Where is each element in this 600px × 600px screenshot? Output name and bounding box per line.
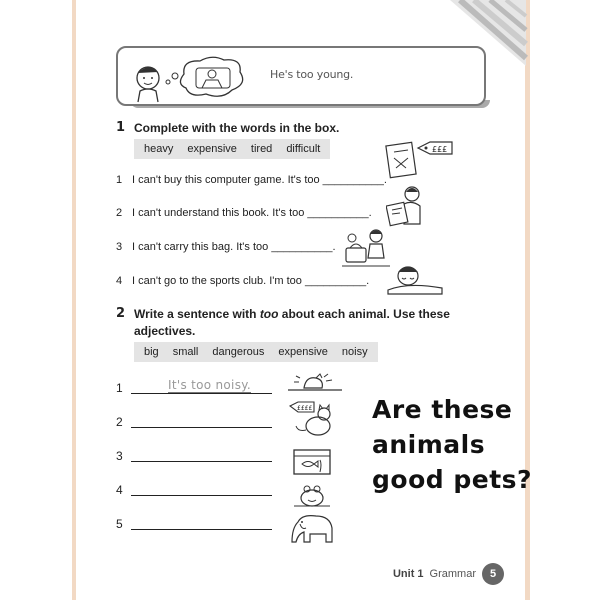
computer-game-illustration [384, 138, 456, 180]
big-question-line-2: animals [372, 430, 486, 459]
instruction-keyword: too [259, 307, 279, 321]
answer-line-number: 1 [116, 381, 123, 395]
boy-reading-book-illustration [386, 184, 426, 232]
word-box-item: big [144, 346, 159, 358]
boy-thinking-illustration [126, 54, 266, 104]
big-question-line-1: Are these [372, 395, 513, 424]
exercise-1-number: 1 [116, 120, 126, 135]
word-box-item: heavy [144, 143, 174, 155]
sentence-number: 2 [116, 207, 123, 219]
word-box-item: expensive [278, 346, 328, 358]
answer-line-number: 3 [116, 449, 123, 463]
instruction-text-end: about each animal. Use these adjectives. [134, 307, 450, 338]
page-footer [393, 563, 504, 585]
word-box-item: small [172, 346, 199, 358]
example-handwritten-answer: It's too noisy. [168, 378, 252, 392]
example-box [116, 46, 486, 106]
example-answer: He's too young. [270, 68, 354, 81]
word-box-item: noisy [341, 346, 368, 358]
exercise-2-instruction [134, 306, 454, 340]
price-tag-text: £££ [432, 145, 448, 154]
answer-line-1[interactable] [131, 393, 272, 394]
word-box-item: difficult [286, 143, 321, 155]
footer-unit: Unit 1 [392, 568, 424, 580]
answer-line-number: 2 [116, 415, 123, 429]
frog-illustration [292, 478, 332, 510]
exercise-1-sentence-3 [116, 241, 336, 253]
answer-line-2[interactable] [131, 427, 272, 428]
sentence-text: I can't go to the sports club. I'm too __________. [132, 275, 370, 287]
sentence-number: 3 [116, 241, 123, 253]
sentence-text: I can't buy this computer game. It's too __________. [132, 174, 387, 186]
exercise-1-word-box [134, 139, 330, 159]
instruction-text-start: Write a sentence with [134, 307, 260, 321]
exercise-2-word-box [134, 342, 378, 362]
answer-line-4[interactable] [131, 495, 272, 496]
exercise-1-sentence-1 [116, 174, 387, 186]
elephant-illustration [288, 512, 338, 546]
sentence-number: 4 [116, 275, 123, 287]
exercise-2-number: 2 [116, 306, 126, 321]
kitten-with-price-tag-illustration [288, 400, 338, 440]
price-tag-text: ££££ [297, 405, 313, 412]
answer-line-3[interactable] [131, 461, 272, 462]
sentence-text: I can't understand this book. It's too __________. [132, 207, 372, 219]
answer-line-number: 4 [116, 483, 123, 497]
answer-line-5[interactable] [131, 529, 272, 530]
exercise-1-sentence-2 [116, 207, 372, 219]
exercise-1-instruction: Complete with the words in the box. [134, 121, 340, 135]
big-question [372, 392, 532, 497]
big-question-line-3: good pets? [372, 465, 533, 494]
exercise-1-sentence-4 [116, 275, 369, 287]
parrot-illustration [284, 370, 346, 396]
sentence-text: I can't carry this bag. It's too __________. [132, 241, 336, 253]
fish-tank-illustration [290, 444, 336, 478]
sentence-number: 1 [116, 174, 123, 186]
tired-boy-illustration [384, 262, 446, 296]
word-box-item: tired [250, 143, 273, 155]
answer-line-number: 5 [116, 517, 123, 531]
word-box-item: dangerous [212, 346, 265, 358]
word-box-item: expensive [187, 143, 237, 155]
page-number: 5 [482, 563, 504, 585]
footer-section: Grammar [429, 568, 476, 580]
